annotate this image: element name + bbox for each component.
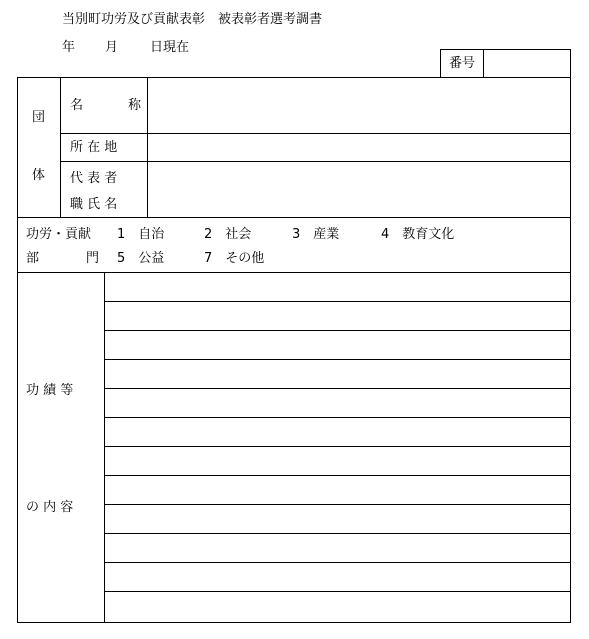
- achievement-row[interactable]: [104, 533, 571, 534]
- category-option-2[interactable]: 2 社会: [204, 227, 252, 242]
- category-option-3[interactable]: 3 産業: [292, 227, 340, 242]
- achievement-row[interactable]: [104, 330, 571, 331]
- category-option-4[interactable]: 4 教育文化: [381, 227, 455, 242]
- name-label-b: 称: [128, 98, 142, 113]
- category-option-7[interactable]: 7 その他: [204, 251, 265, 266]
- date-month-label: 月: [105, 40, 119, 55]
- document-title: 当別町功労及び貢献表彰 被表彰者選考調書: [62, 12, 323, 27]
- achievement-row[interactable]: [104, 388, 571, 389]
- achievement-row[interactable]: [104, 475, 571, 476]
- name-label-a: 名: [70, 98, 84, 113]
- achievements-label-line2: の 内 容: [26, 500, 74, 515]
- category-label-line1: 功労・貢献: [26, 227, 92, 242]
- achievement-row[interactable]: [104, 562, 571, 563]
- achievement-row[interactable]: [104, 359, 571, 360]
- achievements-label-line1: 功 績 等: [26, 383, 74, 398]
- achievement-row[interactable]: [104, 417, 571, 418]
- number-label: 番号: [449, 56, 476, 71]
- address-label: 所 在 地: [70, 140, 118, 155]
- representative-label-line1: 代 表 者: [70, 171, 118, 186]
- category-label-line2a: 部: [26, 251, 40, 266]
- date-year-label: 年: [62, 40, 76, 55]
- achievement-row[interactable]: [104, 591, 571, 592]
- achievement-row[interactable]: [104, 504, 571, 505]
- category-option-5[interactable]: 5 公益: [117, 251, 165, 266]
- date-day-label: 日現在: [150, 40, 190, 55]
- org-side-label-bottom: 体: [32, 168, 46, 183]
- achievement-row[interactable]: [104, 446, 571, 447]
- org-side-label-top: 団: [32, 110, 46, 125]
- category-option-1[interactable]: 1 自治: [117, 227, 165, 242]
- category-label-line2b: 門: [86, 251, 100, 266]
- representative-label-line2: 職 氏 名: [70, 197, 118, 212]
- achievement-row[interactable]: [104, 301, 571, 302]
